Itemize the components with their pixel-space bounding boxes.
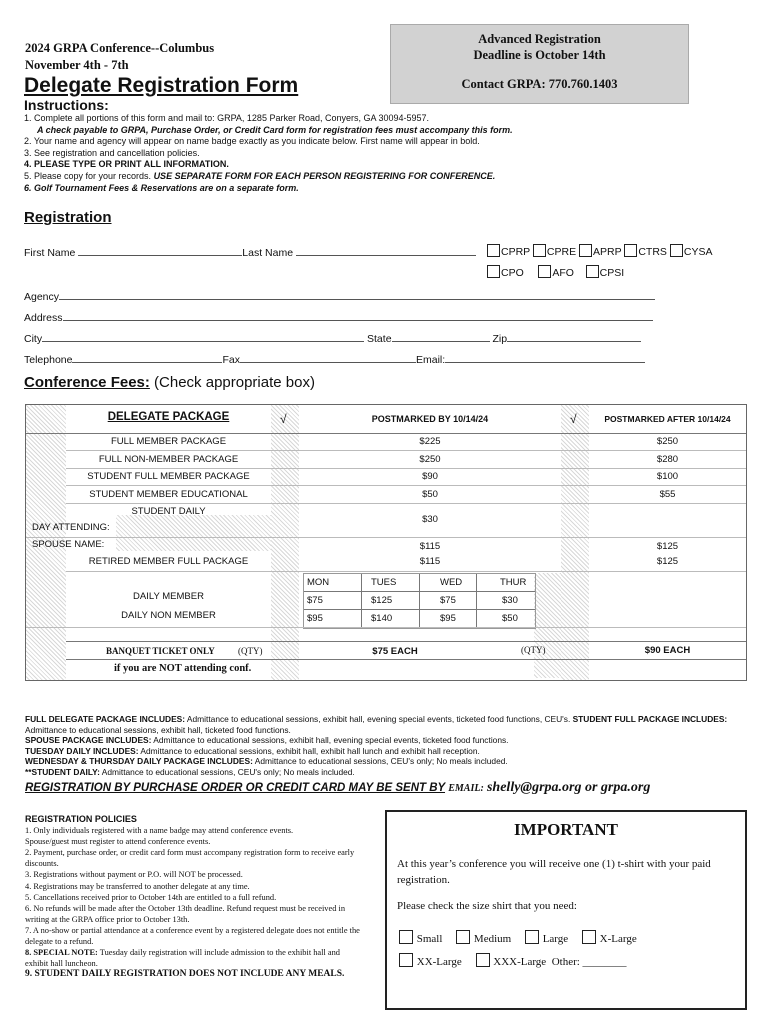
cert-cpre[interactable] bbox=[533, 246, 576, 258]
cert-cpsi[interactable] bbox=[586, 267, 625, 279]
special-note-label: 8. SPECIAL NOTE: bbox=[25, 948, 98, 958]
price-after: $250 bbox=[656, 436, 679, 447]
include-text: Admittance to educational sessions, CEU's only; No meals included. bbox=[99, 766, 355, 777]
size-label: X-Large bbox=[599, 933, 637, 945]
price-by: $225 bbox=[419, 436, 441, 447]
include-title: **STUDENT DAILY: bbox=[25, 766, 100, 777]
size-xlarge[interactable] bbox=[582, 933, 637, 945]
size-row-2 bbox=[399, 953, 735, 968]
special-note-text: Tuesday daily registration will include admission to the exhibit hall and exhibit hall luncheon. bbox=[25, 948, 340, 969]
agency-label: Agency bbox=[24, 291, 60, 303]
instructions-heading: Instructions: bbox=[24, 97, 109, 113]
instructions-list bbox=[24, 113, 513, 194]
tshirt-note: At this year’s conference you will receive one (1) t-shirt with your paid registration. bbox=[397, 858, 711, 886]
agency-field[interactable] bbox=[59, 288, 655, 300]
col-postmarked-after: POSTMARKED AFTER 10/14/24 bbox=[604, 414, 731, 424]
email-field[interactable] bbox=[445, 351, 645, 363]
instruction-text: 5. Please copy for your records. bbox=[24, 170, 154, 181]
spouse-price-by: $115 bbox=[419, 541, 441, 552]
cert-label: CPRP bbox=[501, 246, 530, 258]
deadline-line2: Deadline is October 14th bbox=[473, 48, 606, 62]
cert-aprp[interactable] bbox=[579, 246, 621, 258]
daily-nonmember-price: $50 bbox=[502, 613, 518, 624]
telephone-field[interactable] bbox=[72, 351, 222, 363]
include-text: Admittance to educational sessions, exhibit hall, exhibit hall lunch and exhibit hall reception. bbox=[138, 745, 480, 756]
fees-heading bbox=[24, 374, 315, 391]
banquet-qty-label: (QTY) bbox=[238, 646, 263, 656]
checkbox[interactable] bbox=[525, 930, 539, 944]
banquet-label: BANQUET TICKET ONLY bbox=[106, 646, 215, 656]
fax-label: Fax bbox=[222, 354, 240, 366]
banquet-price-after: $90 EACH bbox=[644, 645, 691, 656]
daily-member-price: $125 bbox=[371, 595, 393, 606]
price-after: $55 bbox=[659, 489, 676, 500]
size-label: Small bbox=[416, 933, 443, 945]
contact-text: Contact GRPA: 770.760.1403 bbox=[461, 77, 618, 91]
conference-info bbox=[25, 40, 214, 74]
registration-heading: Registration bbox=[24, 209, 112, 226]
cert-label: APRP bbox=[593, 246, 622, 258]
daily-nonmember-price: $95 bbox=[440, 613, 456, 624]
policy-item: 2. Payment, purchase order, or credit card form must accompany registration form to receive early discounts. bbox=[25, 848, 355, 869]
include-title: WEDNESDAY & THURSDAY DAILY PACKAGE INCLUDES: bbox=[25, 756, 253, 766]
cert-label: CPO bbox=[501, 267, 524, 279]
banquet-price-by: $75 EACH bbox=[372, 646, 418, 657]
include-title: FULL DELEGATE PACKAGE INCLUDES: bbox=[25, 714, 186, 724]
size-label: XXX-Large bbox=[493, 956, 547, 968]
price-by: $250 bbox=[419, 454, 441, 465]
check-column-by[interactable] bbox=[271, 405, 299, 680]
instruction-item: 2. Your name and agency will appear on name badge exactly as you indicate below. First name will appear in bold. bbox=[24, 136, 480, 147]
city-label: City bbox=[24, 333, 43, 345]
check-column-after[interactable] bbox=[561, 405, 589, 680]
daily-member-price: $75 bbox=[440, 595, 456, 606]
spouse-price-after: $125 bbox=[656, 541, 679, 552]
address-row bbox=[24, 309, 653, 324]
checkbox[interactable] bbox=[533, 244, 546, 257]
important-box bbox=[385, 810, 747, 1010]
fees-subtitle: (Check appropriate box) bbox=[154, 374, 315, 391]
checkbox[interactable] bbox=[624, 244, 637, 257]
city-field[interactable] bbox=[42, 330, 364, 342]
size-other[interactable]: Other: ________ bbox=[551, 956, 627, 968]
cert-label: CTRS bbox=[638, 246, 667, 258]
daily-member-price: $75 bbox=[307, 595, 323, 606]
instruction-item: 4. PLEASE TYPE OR PRINT ALL INFORMATION. bbox=[24, 159, 229, 170]
daily-member-price: $30 bbox=[502, 595, 518, 606]
checkbox[interactable] bbox=[487, 265, 500, 278]
contact-row bbox=[24, 351, 645, 366]
fees-table bbox=[25, 404, 747, 681]
divider bbox=[26, 537, 746, 538]
price-after: $100 bbox=[656, 471, 679, 482]
size-large[interactable] bbox=[525, 933, 568, 945]
package-label: STUDENT FULL MEMBER PACKAGE bbox=[87, 471, 250, 482]
checkbox[interactable] bbox=[586, 265, 599, 278]
price-by: $90 bbox=[422, 471, 438, 482]
fax-field[interactable] bbox=[240, 351, 416, 363]
divider bbox=[66, 659, 746, 660]
retired-price-after: $125 bbox=[656, 556, 679, 567]
fees-title: Conference Fees: bbox=[24, 374, 150, 391]
cert-label: CPRE bbox=[546, 246, 577, 258]
important-heading: IMPORTANT bbox=[514, 820, 618, 839]
conference-name: 2024 GRPA Conference--Columbus bbox=[25, 41, 215, 55]
hatch-days bbox=[534, 573, 561, 678]
policy-item: 3. Registrations without payment or P.O. will NOT be processed. bbox=[25, 870, 243, 880]
day-thur: THUR bbox=[500, 577, 527, 588]
include-title: STUDENT FULL PACKAGE INCLUDES: bbox=[572, 714, 728, 724]
last-name-label: Last Name bbox=[242, 247, 294, 259]
include-text: Admittance to educational sessions, exhibit hall, evening special events, ticketed food functions, CEU's. bbox=[185, 714, 573, 724]
size-xxlarge[interactable] bbox=[399, 956, 462, 968]
cert-cpo[interactable] bbox=[487, 267, 524, 279]
send-by-text: REGISTRATION BY PURCHASE ORDER OR CREDIT CARD MAY BE SENT BY bbox=[25, 782, 446, 794]
package-includes bbox=[25, 714, 745, 777]
policy-item: 7. A no-show or partial attendance at a conference event by a registered delegate does not entitle the delegate to a refund. bbox=[25, 925, 360, 947]
cert-label: AFO bbox=[552, 267, 574, 279]
day-wed: WED bbox=[440, 577, 463, 588]
include-title: SPOUSE PACKAGE INCLUDES: bbox=[25, 735, 152, 745]
hatch-student bbox=[116, 515, 271, 551]
package-label: FULL MEMBER PACKAGE bbox=[110, 436, 227, 447]
first-name-label: First Name bbox=[24, 247, 76, 259]
send-by-note bbox=[25, 780, 650, 796]
checkbox[interactable] bbox=[538, 265, 551, 278]
first-name-field[interactable] bbox=[78, 244, 242, 256]
size-row-1 bbox=[399, 930, 735, 945]
policy-item: 4. Registrations may be transferred to another delegate at any time. bbox=[25, 881, 250, 891]
policy-item bbox=[25, 947, 360, 969]
policy-item: 5. Cancellations received prior to October 14th are entitled to a full refund. bbox=[25, 892, 277, 902]
instruction-item bbox=[24, 171, 513, 183]
divider bbox=[66, 468, 746, 469]
size-instruction: Please check the size shirt that you need: bbox=[397, 900, 577, 912]
policies-heading: REGISTRATION POLICIES bbox=[25, 814, 137, 824]
size-medium[interactable] bbox=[456, 933, 511, 945]
last-name-field[interactable] bbox=[296, 244, 476, 256]
retired-price-by: $115 bbox=[419, 556, 441, 567]
telephone-label: Telephone bbox=[24, 354, 73, 366]
checkbox[interactable] bbox=[579, 244, 592, 257]
check-mark: √ bbox=[570, 412, 577, 426]
instruction-emphasis: USE SEPARATE FORM FOR EACH PERSON REGISTERING FOR CONFERENCE. bbox=[153, 170, 496, 181]
zip-label: Zip bbox=[492, 333, 508, 345]
checkbox[interactable] bbox=[399, 953, 413, 967]
instruction-item: 6. Golf Tournament Fees & Reservations are on a separate form. bbox=[24, 182, 299, 193]
student-daily-label: STUDENT DAILY bbox=[131, 506, 206, 517]
size-label: XX-Large bbox=[416, 956, 462, 968]
checkbox[interactable] bbox=[476, 953, 490, 967]
checkbox[interactable] bbox=[487, 244, 500, 257]
cert-cprp[interactable] bbox=[487, 246, 530, 258]
cert-label: CYSA bbox=[683, 246, 713, 258]
city-row bbox=[24, 330, 641, 345]
daily-nonmember-price: $95 bbox=[307, 613, 323, 624]
deadline-line1: Advanced Registration bbox=[478, 32, 601, 46]
divider bbox=[419, 574, 420, 628]
divider bbox=[26, 627, 746, 628]
cert-afo[interactable] bbox=[538, 267, 574, 279]
conference-dates: November 4th - 7th bbox=[25, 58, 129, 72]
divider bbox=[66, 571, 746, 572]
email-label: EMAIL: bbox=[448, 783, 484, 794]
cert-cysa[interactable] bbox=[670, 246, 713, 258]
instruction-item: 1. Complete all portions of this form and mail to: GRPA, 1285 Parker Road, Conyers, GA 30094-5957. bbox=[24, 113, 430, 123]
divider bbox=[26, 433, 746, 434]
deadline-box bbox=[390, 24, 689, 104]
not-attending-note: if you are NOT attending conf. bbox=[114, 663, 252, 674]
policy-item: 6. No refunds will be made after the October 13th deadline. Refund request must be received in writing at the GRPA office prior to October 13th. bbox=[25, 903, 346, 924]
size-label: Large bbox=[542, 933, 569, 945]
cert-row-1 bbox=[487, 244, 712, 258]
email-label: Email: bbox=[415, 354, 446, 366]
instruction-item: 3. See registration and cancellation policies. bbox=[24, 147, 200, 158]
divider bbox=[66, 641, 746, 642]
instruction-item: A check payable to GRPA, Purchase Order, or Credit Card form for registration fees must accompany this form. bbox=[37, 124, 513, 135]
divider bbox=[66, 503, 746, 504]
zip-field[interactable] bbox=[507, 330, 641, 342]
retired-label: RETIRED MEMBER FULL PACKAGE bbox=[88, 556, 249, 567]
checkbox[interactable] bbox=[456, 930, 470, 944]
checkbox[interactable] bbox=[399, 930, 413, 944]
deadline-text bbox=[391, 31, 688, 63]
size-xxxlarge[interactable] bbox=[476, 956, 547, 968]
divider bbox=[476, 574, 477, 628]
include-text: Admittance to educational sessions, exhibit hall, ticketed food functions. bbox=[25, 724, 291, 735]
daily-member-label: DAILY MEMBER bbox=[133, 591, 204, 602]
price-by: $50 bbox=[422, 489, 438, 500]
size-small[interactable] bbox=[399, 933, 442, 945]
divider bbox=[361, 574, 362, 628]
daily-grid bbox=[303, 573, 536, 629]
form-title: Delegate Registration Form bbox=[24, 74, 299, 97]
send-by-emails[interactable]: shelly@grpa.org or grpa.org bbox=[486, 780, 651, 795]
policy-item: Spouse/guest must register to attend conference events. bbox=[25, 837, 211, 847]
agency-row bbox=[24, 288, 655, 303]
policy-item: 1. Only individuals registered with a name badge may attend conference events. bbox=[25, 826, 294, 836]
include-text: Admittance to educational sessions, CEU's only; No meals included. bbox=[252, 756, 508, 766]
cert-row-2 bbox=[487, 265, 624, 279]
include-title: TUESDAY DAILY INCLUDES: bbox=[25, 745, 139, 756]
student-daily-price: $30 bbox=[422, 514, 438, 525]
spouse-name-label: SPOUSE NAME: bbox=[32, 539, 105, 550]
day-tues: TUES bbox=[371, 577, 397, 588]
daily-nonmember-price: $140 bbox=[371, 613, 393, 624]
state-field[interactable] bbox=[392, 330, 490, 342]
checkbox[interactable] bbox=[670, 244, 683, 257]
price-after: $280 bbox=[656, 454, 679, 465]
daily-nonmember-label: DAILY NON MEMBER bbox=[121, 610, 216, 621]
cert-ctrs[interactable] bbox=[624, 246, 667, 258]
divider bbox=[66, 485, 746, 486]
address-label: Address bbox=[24, 312, 63, 324]
state-label: State bbox=[367, 333, 392, 345]
name-row bbox=[24, 244, 476, 259]
address-field[interactable] bbox=[63, 309, 653, 321]
day-mon: MON bbox=[307, 577, 330, 588]
banquet-qty-label: (QTY) bbox=[521, 645, 546, 655]
col-delegate-package: DELEGATE PACKAGE bbox=[107, 411, 230, 423]
check-mark: √ bbox=[280, 412, 287, 426]
col-postmarked-by: POSTMARKED BY 10/14/24 bbox=[371, 414, 489, 424]
size-label: Medium bbox=[473, 933, 512, 945]
day-attending-label: DAY ATTENDING: bbox=[32, 522, 110, 533]
include-text: Admittance to educational sessions, exhibit hall, evening special events, ticketed food functions. bbox=[151, 735, 509, 745]
checkbox[interactable] bbox=[582, 930, 596, 944]
policy-item: 9. STUDENT DAILY REGISTRATION DOES NOT INCLUDE ANY MEALS. bbox=[25, 969, 345, 980]
package-label: FULL NON-MEMBER PACKAGE bbox=[98, 454, 239, 465]
package-label: STUDENT MEMBER EDUCATIONAL bbox=[89, 489, 248, 500]
divider bbox=[66, 450, 746, 451]
registration-policies bbox=[25, 814, 360, 980]
cert-label: CPSI bbox=[599, 267, 625, 279]
